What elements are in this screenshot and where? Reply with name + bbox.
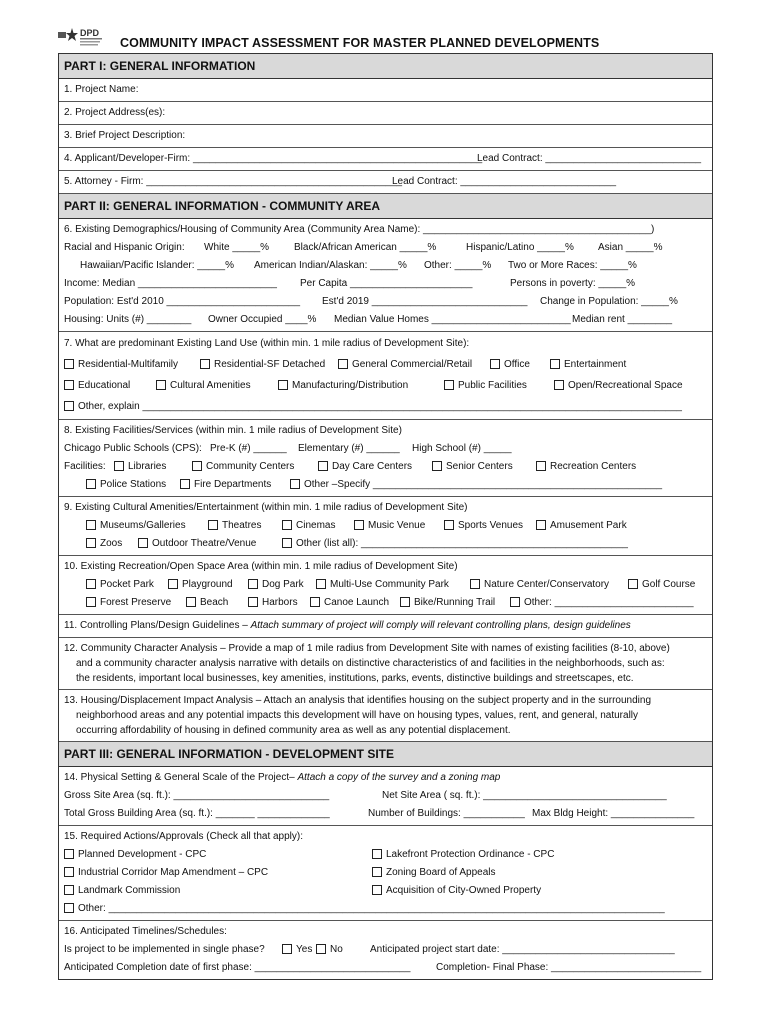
checkbox[interactable] (470, 579, 480, 589)
checkbox[interactable] (372, 867, 382, 877)
land-use-row: 7. What are predominant Existing Land Use (within min. 1 mile radius of Development Site): Residential-Multifamily Residential-SF Detached General Commercial/Retail Office Entertainment Educational Cultural Amenities Manufacturing/Distribution Public Facilities Open/Recreational Space Other, explain _________________________________________________________________________________________________ (59, 332, 712, 420)
part3-header: PART III: GENERAL INFORMATION - DEVELOPMENT SITE (59, 742, 712, 767)
checkbox[interactable] (354, 520, 364, 530)
checkbox[interactable] (536, 520, 546, 530)
checkbox[interactable] (372, 849, 382, 859)
checkbox[interactable] (64, 380, 74, 390)
checkbox[interactable] (290, 479, 300, 489)
page-title: COMMUNITY IMPACT ASSESSMENT FOR MASTER PLANNED DEVELOPMENTS (120, 36, 600, 50)
project-description-row[interactable]: 3. Brief Project Description: (59, 125, 712, 148)
checkbox[interactable] (400, 597, 410, 607)
checkbox[interactable] (510, 597, 520, 607)
checkbox[interactable] (86, 579, 96, 589)
checkbox[interactable] (316, 579, 326, 589)
checkbox[interactable] (316, 944, 326, 954)
project-name-row[interactable]: 1. Project Name: (59, 79, 712, 102)
dpd-logo (58, 26, 116, 50)
checkbox[interactable] (86, 538, 96, 548)
housing-analysis-row: 13. Housing/Displacement Impact Analysis – Attach an analysis that identifies housing on the subject property and in the surrounding neighborhood areas and any potential impacts this development will have on housing types, values, rent, and general, naturally occurring affordability of housing in defined community area as well as any potential displacement. (59, 690, 712, 742)
svg-text:DPD: DPD (80, 28, 100, 38)
checkbox[interactable] (490, 359, 500, 369)
checkbox[interactable] (64, 359, 74, 369)
checkbox[interactable] (64, 903, 74, 913)
checkbox[interactable] (432, 461, 442, 471)
checkbox[interactable] (192, 461, 202, 471)
checkbox[interactable] (318, 461, 328, 471)
applicant-row[interactable]: 4. Applicant/Developer-Firm: ____________________________________________________ Lead Contract: ____________________________ (59, 148, 712, 171)
approvals-row: 15. Required Actions/Approvals (Check all that apply): Planned Development - CPC Lakefront Protection Ordinance - CPC Industrial Corridor Map Amendment – CPC Zoning Board of Appeals Landmark Commission Acquisition of City-Owned Property Other: ____________________________________________________________________________________________________ (59, 826, 712, 921)
checkbox[interactable] (282, 538, 292, 548)
checkbox[interactable] (168, 579, 178, 589)
timelines-row: 16. Anticipated Timelines/Schedules: Is project to be implemented in single phase? Yes No Anticipated project start date: _______________________________ Anticipated Completion date of first phase: ____________________________ Completion- Final Phase: ___________________________ (64, 926, 702, 973)
checkbox[interactable] (444, 380, 454, 390)
attorney-row[interactable]: 5. Attorney - Firm: ______________________________________________ Lead Contract: ____________________________ (59, 171, 712, 194)
checkbox[interactable] (156, 380, 166, 390)
checkbox[interactable] (86, 479, 96, 489)
cultural-row: 9. Existing Cultural Amenities/Entertainment (within min. 1 mile radius of Development Site) Museums/Galleries Theatres Cinemas Music Venue Sports Venues Amusement Park Zoos Outdoor Theatre/Venue Other (list all): ________________________________________________ (59, 497, 712, 556)
checkbox[interactable] (64, 401, 74, 411)
checkbox[interactable] (444, 520, 454, 530)
part1-header: PART I: GENERAL INFORMATION (59, 54, 712, 79)
checkbox[interactable] (550, 359, 560, 369)
checkbox[interactable] (114, 461, 124, 471)
checkbox[interactable] (200, 359, 210, 369)
checkbox[interactable] (86, 597, 96, 607)
checkbox[interactable] (248, 597, 258, 607)
project-address-row[interactable]: 2. Project Address(es): (59, 102, 712, 125)
checkbox[interactable] (628, 579, 638, 589)
character-analysis-row: 12. Community Character Analysis – Provide a map of 1 mile radius from Development Site with names of existing facilities (8-10, above) and a community character analysis narrative with details on distinctive characteristics of and facilities in the neighborhoods, such as: the residents, important local businesses, key amenities, institutions, parks, events, distinctive buildings and streetscapes, etc. (59, 638, 712, 690)
checkbox[interactable] (310, 597, 320, 607)
checkbox[interactable] (186, 597, 196, 607)
controlling-plans-row: 11. Controlling Plans/Design Guidelines – Attach summary of project will comply will relevant controlling plans, design guidelines (59, 615, 712, 638)
checkbox[interactable] (180, 479, 190, 489)
checkbox[interactable] (282, 944, 292, 954)
checkbox[interactable] (282, 520, 292, 530)
checkbox[interactable] (338, 359, 348, 369)
demographics-row[interactable]: 6. Existing Demographics/Housing of Community Area (Community Area Name): _________________________________________) Racial and Hispanic Origin: White _____% Black/African American _____% Hispanic/Latino _____% Asian _____% Hawaiian/Pacific Islander: _____% American Indian/Alaskan: _____% Other: _____% Two or More Races: _____% Income: Median _________________________ Per Capita ______________________ Persons in poverty: _____% Population: Est'd 2010 ________________________ Est'd 2019 ____________________________ Change in Population: _____% Housing: Units (#) ________ Owner Occupied ____% Median Value Homes _________________________ Median rent ________ (59, 219, 712, 332)
checkbox[interactable] (64, 885, 74, 895)
checkbox[interactable] (64, 849, 74, 859)
assessment-form (58, 53, 713, 980)
physical-setting-row[interactable]: 14. Physical Setting & General Scale of the Project– Attach a copy of the survey and a zoning map Gross Site Area (sq. ft.): ____________________________ Net Site Area ( sq. ft.): _________________________________ Total Gross Building Area (sq. ft.): _______ _____________ Number of Buildings: ___________ Max Bldg Height: _______________ (59, 767, 712, 826)
facilities-row: 8. Existing Facilities/Services (within min. 1 mile radius of Development Site) Chicago Public Schools (CPS): Pre-K (#) ______ Elementary (#) ______ High School (#) _____ Facilities: Libraries Community Centers Day Care Centers Senior Centers Recreation Centers Police Stations Fire Departments Other –Specify ____________________________________________________ (59, 420, 712, 497)
checkbox[interactable] (208, 520, 218, 530)
checkbox[interactable] (64, 867, 74, 877)
checkbox[interactable] (138, 538, 148, 548)
checkbox[interactable] (372, 885, 382, 895)
checkbox[interactable] (554, 380, 564, 390)
part2-header: PART II: GENERAL INFORMATION - COMMUNITY AREA (59, 194, 712, 219)
checkbox[interactable] (536, 461, 546, 471)
checkbox[interactable] (248, 579, 258, 589)
checkbox[interactable] (86, 520, 96, 530)
recreation-row: 10. Existing Recreation/Open Space Area (within min. 1 mile radius of Development Site) Pocket Park Playground Dog Park Multi-Use Community Park Nature Center/Conservatory Golf Course Forest Preserve Beach Harbors Canoe Launch Bike/Running Trail Other: _________________________ (59, 556, 712, 615)
checkbox[interactable] (278, 380, 288, 390)
